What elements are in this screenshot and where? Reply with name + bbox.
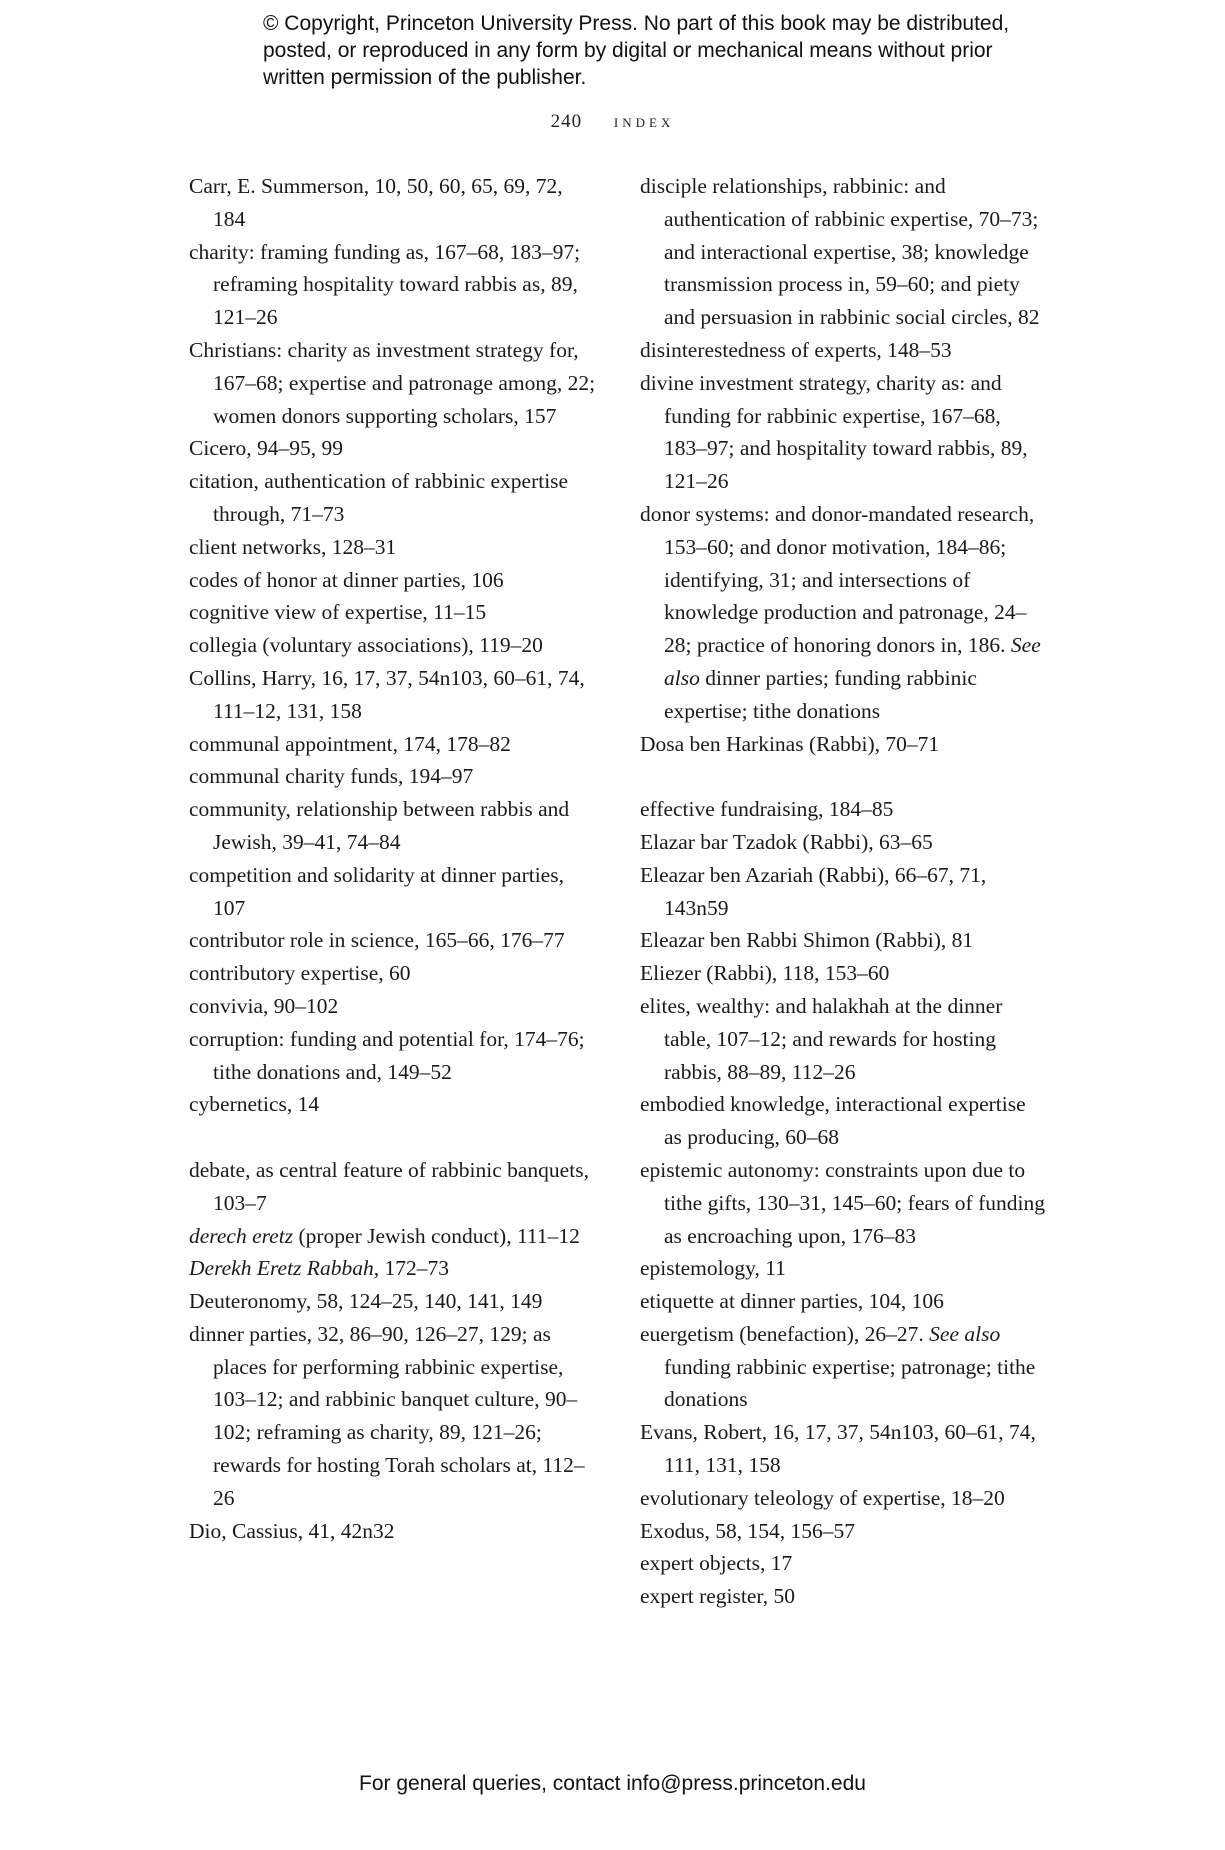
index-entry <box>640 1088 1045 1154</box>
index-entry-italic-term: derech eretz <box>189 1223 294 1248</box>
index-entry <box>640 728 1045 761</box>
index-entry-see-also: See also <box>929 1321 1001 1346</box>
index-entry <box>640 1252 1045 1285</box>
index-entry <box>189 1252 599 1285</box>
index-entry-cross-reference: dinner parties; funding rabbinic expertise; tithe donations <box>664 665 977 723</box>
index-entry-text: cognitive view of expertise, 11–15 <box>189 600 487 625</box>
index-entry <box>189 432 599 465</box>
index-entry <box>189 1220 599 1253</box>
index-entry-text: contributor role in science, 165–66, 176–77 <box>189 928 565 953</box>
index-entry-text: cybernetics, 14 <box>189 1092 320 1117</box>
index-entry-text: community, relationship between rabbis and Jewish, 39–41, 74–84 <box>189 797 570 854</box>
section-title: index <box>613 111 675 132</box>
index-entry <box>640 1285 1045 1318</box>
index-entry <box>640 1482 1045 1515</box>
page-number: 240 <box>550 111 583 132</box>
index-entry-text: communal charity funds, 194–97 <box>189 764 474 789</box>
index-entry-text: donor systems: and donor-mandated research, 153–60; and donor motivation, 184–86; identifying, 31; and intersections of knowledge production and patronage, 24–28; practice of honoring donors in, 186. <box>640 501 1035 658</box>
index-entry-text: citation, authentication of rabbinic expertise through, 71–73 <box>189 469 569 526</box>
index-entry-text: Eliezer (Rabbi), 118, 153–60 <box>640 961 890 986</box>
index-entry-text: Evans, Robert, 16, 17, 37, 54n103, 60–61, 74, 111, 131, 158 <box>640 1420 1036 1478</box>
index-entry <box>640 990 1045 1088</box>
index-entry <box>189 564 599 597</box>
index-entry <box>640 859 1045 925</box>
index-entry-text: Cicero, 94–95, 99 <box>189 436 344 461</box>
index-entry <box>189 1023 599 1089</box>
index-entry <box>640 1547 1045 1580</box>
index-entry-text: Deuteronomy, 58, 124–25, 140, 141, 149 <box>189 1289 543 1314</box>
index-entry-text: collegia (voluntary associations), 119–20 <box>189 633 543 658</box>
index-entry-text: evolutionary teleology of expertise, 18–20 <box>640 1485 1005 1510</box>
running-head <box>0 111 1225 133</box>
index-column-left <box>189 170 599 1547</box>
index-entry-text: disciple relationships, rabbinic: and authentication of rabbinic expertise, 70–73; and interactional expertise, 38; knowledge transmission process in, 59–60; and piety and persuasion in rabbinic social circles, 82 <box>640 174 1040 330</box>
index-entry-text: convivia, 90–102 <box>189 993 339 1018</box>
index-entry <box>189 465 599 531</box>
index-entry <box>189 859 599 925</box>
index-entry-text: etiquette at dinner parties, 104, 106 <box>640 1289 944 1314</box>
index-entry <box>640 1416 1045 1482</box>
index-entry <box>189 1318 599 1515</box>
index-entry-text: embodied knowledge, interactional expertise as producing, 60–68 <box>640 1092 1026 1150</box>
index-entry-text: disinterestedness of experts, 148–53 <box>640 337 952 362</box>
index-entry-text: Dio, Cassius, 41, 42n32 <box>189 1518 395 1543</box>
index-entry-text: dinner parties, 32, 86–90, 126–27, 129; as places for performing rabbinic expertise, 103–12; and rabbinic banquet culture, 90–102; reframing as charity, 89, 121–26; rewards for hosting Torah scholars at, 112–26 <box>189 1321 585 1510</box>
index-entry <box>189 728 599 761</box>
index-entry <box>189 1154 599 1220</box>
index-entry <box>189 1515 599 1548</box>
index-entry-text: debate, as central feature of rabbinic banquets, 103–7 <box>189 1157 589 1215</box>
index-entry <box>640 957 1045 990</box>
index-entry-text: Collins, Harry, 16, 17, 37, 54n103, 60–61, 74, 111–12, 131, 158 <box>189 665 585 723</box>
index-entry-text: euergetism (benefaction), 26–27. <box>640 1321 930 1346</box>
index-entry <box>640 1580 1045 1613</box>
index-entry <box>640 498 1045 728</box>
index-entry-text: codes of honor at dinner parties, 106 <box>189 567 504 592</box>
index-column-right <box>640 170 1045 1613</box>
index-entry <box>189 662 599 728</box>
index-entry-text: elites, wealthy: and halakhah at the dinner table, 107–12; and rewards for hosting rabbis, 88–89, 112–26 <box>640 993 1003 1084</box>
index-entry <box>640 334 1045 367</box>
index-entry <box>640 1318 1045 1416</box>
index-entry-text: communal appointment, 174, 178–82 <box>189 731 511 756</box>
index-entry <box>189 629 599 662</box>
index-entry-text: epistemology, 11 <box>640 1256 786 1281</box>
index-entry <box>640 826 1045 859</box>
index-entry-text: Exodus, 58, 154, 156–57 <box>640 1518 855 1543</box>
index-entry <box>189 793 599 859</box>
index-entry <box>189 236 599 334</box>
index-entry-text: competition and solidarity at dinner parties, 107 <box>189 862 564 920</box>
index-entry-text: effective fundraising, 184–85 <box>640 797 894 822</box>
index-entry-text: expert register, 50 <box>640 1584 795 1609</box>
index-entry-text: Eleazar ben Azariah (Rabbi), 66–67, 71, 143n59 <box>640 862 987 920</box>
index-entry-text: Carr, E. Summerson, 10, 50, 60, 65, 69, 72, 184 <box>189 174 563 231</box>
index-entry <box>640 793 1045 826</box>
index-entry-text: Dosa ben Harkinas (Rabbi), 70–71 <box>640 731 940 756</box>
index-entry <box>189 924 599 957</box>
index-entry-text: Christians: charity as investment strategy for, 167–68; expertise and patronage among, 22; women donors supporting scholars, 157 <box>189 337 596 428</box>
index-entry-text: expert objects, 17 <box>640 1551 793 1576</box>
index-entry-text: Eleazar ben Rabbi Shimon (Rabbi), 81 <box>640 928 974 953</box>
index-entry-cross-reference: funding rabbinic expertise; patronage; tithe donations <box>664 1354 1036 1412</box>
index-entry <box>640 170 1045 334</box>
index-entry-text: charity: framing funding as, 167–68, 183–97; reframing hospitality toward rabbis as, 89, 121–26 <box>189 239 581 330</box>
index-entry <box>640 1154 1045 1252</box>
index-entry-text: client networks, 128–31 <box>189 534 397 559</box>
index-entry-see-also: See also <box>664 633 1041 690</box>
index-entry <box>189 957 599 990</box>
index-entry-text: , 172–73 <box>373 1256 449 1281</box>
contact-footer: For general queries, contact info@press.princeton.edu <box>359 1772 866 1795</box>
index-entry-text: Elazar bar Tzadok (Rabbi), 63–65 <box>640 829 933 854</box>
index-entry-text: epistemic autonomy: constraints upon due to tithe gifts, 130–31, 145–60; fears of funding as encroaching upon, 176–83 <box>640 1157 1045 1248</box>
index-entry <box>189 1285 599 1318</box>
index-entry <box>640 1515 1045 1548</box>
index-entry <box>189 760 599 793</box>
index-entry-italic-term: Derekh Eretz Rabbah <box>189 1256 374 1281</box>
index-entry <box>189 596 599 629</box>
index-entry-text: corruption: funding and potential for, 174–76; tithe donations and, 149–52 <box>189 1026 585 1084</box>
index-entry <box>189 990 599 1023</box>
index-entry-text: (proper Jewish conduct), 111–12 <box>293 1223 580 1248</box>
index-entry-text: contributory expertise, 60 <box>189 961 411 986</box>
index-entry <box>640 367 1045 498</box>
index-entry <box>189 334 599 432</box>
index-entry <box>189 531 599 564</box>
index-entry-text: divine investment strategy, charity as: and funding for rabbinic expertise, 167–68, 183–97; and hospitality toward rabbis, 89, 121–26 <box>640 370 1028 494</box>
index-entry <box>640 924 1045 957</box>
index-entry <box>189 1088 599 1121</box>
copyright-notice: © Copyright, Princeton University Press. No part of this book may be distributed, posted, or reproduced in any form by digital or mechanical means without prior written permission of the publisher. <box>263 12 1010 89</box>
index-entry <box>189 170 599 236</box>
